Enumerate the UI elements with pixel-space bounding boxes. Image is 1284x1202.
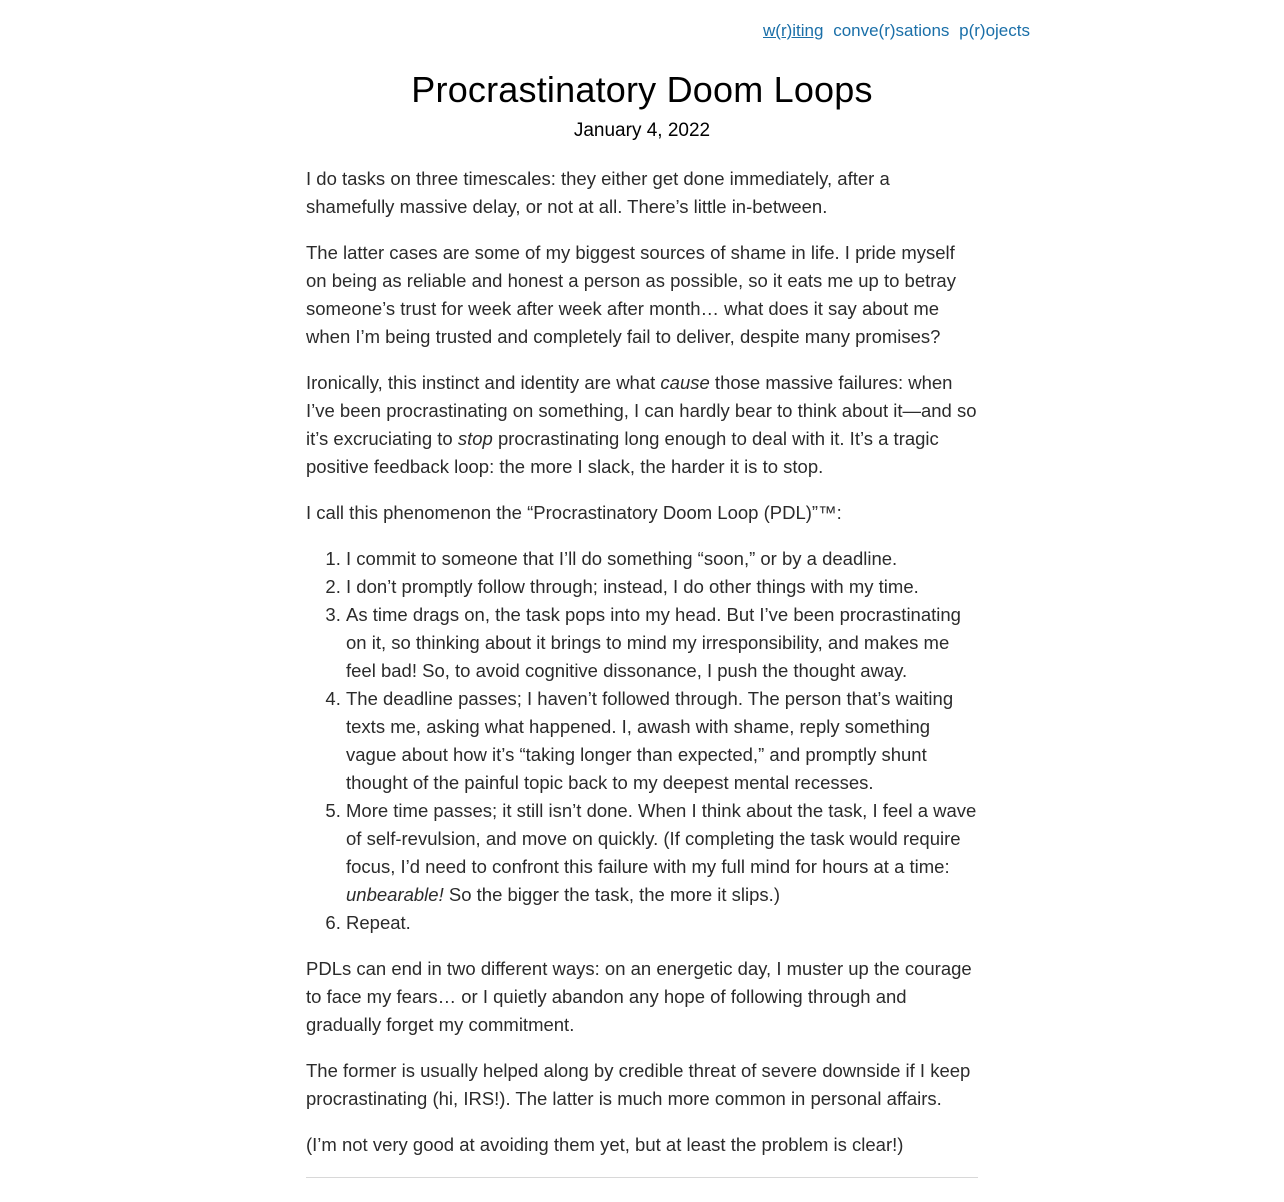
nav-link-projects[interactable]: p(r)ojects bbox=[959, 21, 1030, 40]
nav-link-writing[interactable]: w(r)iting bbox=[763, 21, 824, 40]
paragraph-3-part-c: procrastinating long enough to deal with it. It’s a tragic positive feedback loop: the more I slack, the harder it is to stop. bbox=[306, 428, 939, 477]
paragraph-7: (I’m not very good at avoiding them yet, but at least the problem is clear!) bbox=[306, 1134, 904, 1155]
list-item bbox=[346, 797, 978, 909]
list-item: 4. The deadline passes; I haven’t followed through. The person that’s waiting texts me, asking what happened. I, awash with shame, reply something vague about how it’s “taking longer than expected,” and promptly shunt thought of the painful topic back to my deepest mental recesses. bbox=[346, 685, 978, 797]
pdl-steps-list bbox=[306, 545, 978, 937]
top-nav bbox=[758, 20, 1030, 42]
paragraph-3-emphasis-stop: stop bbox=[457, 428, 493, 449]
article bbox=[306, 66, 978, 1178]
step-5-part-b: So the bigger the task, the more it slips.) bbox=[443, 884, 780, 905]
paragraph-6: The former is usually helped along by credible threat of severe downside if I keep procrastinating (hi, IRS!). The latter is much more common in personal affairs. bbox=[306, 1060, 971, 1109]
list-item: 1. I commit to someone that I’ll do something “soon,” or by a deadline. bbox=[346, 545, 978, 573]
paragraph-3-part-a: Ironically, this instinct and identity are what bbox=[306, 372, 661, 393]
step-5-part-a: More time passes; it still isn’t done. When I think about the task, I feel a wave of self-revulsion, and move on quickly. (If completing the task would require focus, I’d need to confront this failure with my full mind for hours at a time: bbox=[346, 800, 977, 877]
paragraph-2: The latter cases are some of my biggest sources of shame in life. I pride myself on being as reliable and honest a person as possible, so it eats me up to betray someone’s trust for week after week after month… what does it say about me when I’m being trusted and completely fail to deliver, despite many promises? bbox=[306, 242, 956, 347]
paragraph-3-part-b: those massive failures: when I’ve been procrastinating on something, I can hardly bear to think about it—and so it’s excruciating to bbox=[306, 372, 977, 449]
nav-link-conversations[interactable]: conve(r)sations bbox=[833, 21, 950, 40]
step-5-emphasis: unbearable! bbox=[346, 884, 444, 905]
paragraph-3 bbox=[306, 369, 978, 481]
paragraph-4: I call this phenomenon the “Procrastinatory Doom Loop (PDL)”™: bbox=[306, 502, 842, 523]
article-title: Procrastinatory Doom Loops bbox=[411, 69, 873, 110]
paragraph-5: PDLs can end in two different ways: on an energetic day, I muster up the courage to face my fears… or I quietly abandon any hope of following through and gradually forget my commitment. bbox=[306, 958, 972, 1035]
list-item: 6. Repeat. bbox=[346, 909, 978, 937]
list-item: 3. As time drags on, the task pops into my head. But I’ve been procrastinating on it, so thinking about it brings to mind my irresponsibility, and makes me feel bad! So, to avoid cognitive dissonance, I push the thought away. bbox=[346, 601, 978, 685]
footer-divider bbox=[306, 1177, 978, 1178]
paragraph-1: I do tasks on three timescales: they either get done immediately, after a shamefully massive delay, or not at all. There’s little in-between. bbox=[306, 168, 890, 217]
list-item: 2. I don’t promptly follow through; instead, I do other things with my time. bbox=[346, 573, 978, 601]
article-date: January 4, 2022 bbox=[573, 120, 711, 141]
paragraph-3-emphasis-cause: cause bbox=[660, 372, 710, 393]
